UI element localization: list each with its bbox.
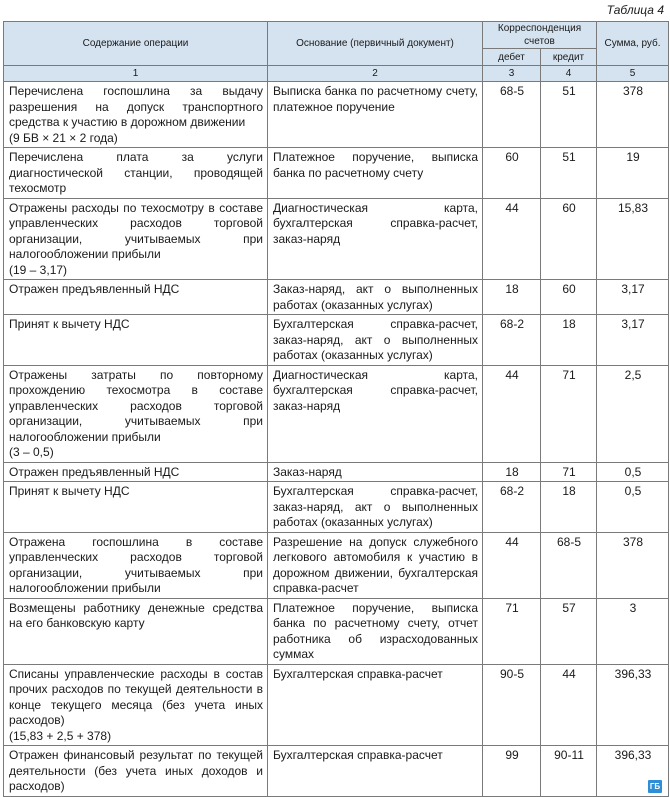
header-basis: Основание (первичный документ): [268, 22, 483, 66]
sum-cell-text: 3,17: [621, 282, 645, 296]
credit-cell-text: 44: [562, 666, 576, 681]
basis-cell: [268, 482, 483, 533]
header-operation: Содержание операции: [4, 22, 268, 66]
basis-cell: [268, 598, 483, 664]
debit-cell: [483, 198, 541, 280]
credit-cell: [541, 532, 597, 598]
credit-cell-text: 71: [562, 464, 576, 479]
debit-cell-text: 44: [505, 200, 519, 215]
credit-cell: [541, 664, 597, 746]
sum-cell: [597, 198, 669, 280]
debit-cell-text: 44: [505, 367, 519, 382]
table-row: [4, 462, 669, 482]
operation-cell: [4, 664, 268, 746]
sum-cell-text: 0,5: [624, 484, 642, 498]
sum-cell: [597, 82, 669, 148]
credit-cell-text: 71: [562, 367, 576, 382]
sum-cell-text: 0,5: [624, 464, 642, 479]
sum-cell-text: 19: [626, 150, 640, 164]
calculation-formula: (9 БВ × 21 × 2 года): [9, 130, 118, 145]
operation-cell: [4, 598, 268, 664]
calculation-formula: (3 – 0,5): [9, 445, 54, 459]
accounting-entries-table: [3, 21, 669, 797]
debit-cell: [483, 664, 541, 746]
debit-cell: [483, 365, 541, 462]
publisher-logo-icon: ГБ: [649, 781, 661, 791]
debit-cell-text: 68-2: [499, 317, 525, 331]
column-number: 5: [597, 66, 669, 82]
debit-cell-text: 18: [505, 282, 519, 296]
sum-cell: [597, 598, 669, 664]
basis-cell: [268, 198, 483, 280]
calculation-formula: (19 – 3,17): [9, 262, 68, 277]
table-row: [4, 315, 669, 366]
debit-cell-text: 90-5: [499, 666, 525, 681]
basis-cell-text: Бухгалтерская справка-расчет, заказ-наряд, акт о выполненных работах (оказанных услугах): [273, 484, 478, 529]
operation-cell: [4, 280, 268, 315]
sum-cell: [597, 280, 669, 315]
column-number: 4: [541, 66, 597, 82]
credit-cell: [541, 82, 597, 148]
credit-cell: [541, 365, 597, 462]
operation-text: Принят к вычету НДС: [9, 317, 130, 331]
debit-cell-text: 60: [505, 150, 519, 164]
credit-cell-text: 57: [562, 600, 576, 615]
basis-cell: [268, 664, 483, 746]
basis-cell-text: Заказ-наряд: [273, 464, 342, 479]
debit-cell: [483, 746, 541, 797]
credit-cell: [541, 746, 597, 797]
column-number: 1: [4, 66, 268, 82]
operation-text: Списаны управленческие расходы в состав прочих расходов по текущей деятельности в конце текущего месяца (без учета иных расходов): [9, 666, 263, 727]
sum-cell-text: 378: [623, 84, 644, 98]
operation-cell: [4, 462, 268, 482]
basis-cell: [268, 746, 483, 797]
basis-cell-text: Бухгалтерская справка-расчет: [273, 666, 443, 681]
sum-cell: [597, 532, 669, 598]
debit-cell: [483, 148, 541, 199]
header-credit: кредит: [541, 49, 597, 66]
debit-cell: [483, 280, 541, 315]
basis-cell-text: Бухгалтерская справка-расчет: [273, 748, 443, 762]
basis-cell: [268, 365, 483, 462]
sum-cell-text: 3: [629, 600, 637, 615]
table-row: [4, 532, 669, 598]
basis-cell-text: Диагностическая карта, бухгалтерская справка-расчет, заказ-наряд: [273, 367, 478, 413]
credit-cell: [541, 462, 597, 482]
table-row: [4, 598, 669, 664]
table-row: [4, 280, 669, 315]
operation-cell: [4, 365, 268, 462]
operation-text: Отражен предъявленный НДС: [9, 282, 180, 296]
sum-cell-text: 396,33: [614, 748, 652, 762]
debit-cell-text: 99: [505, 748, 519, 762]
basis-cell: [268, 315, 483, 366]
debit-cell-text: 68-2: [499, 484, 525, 498]
credit-cell: [541, 280, 597, 315]
sum-cell: [597, 148, 669, 199]
operation-text: Отражен предъявленный НДС: [9, 464, 180, 479]
basis-cell-text: Выписка банка по расчетному счету, платежное поручение: [273, 84, 478, 114]
sum-cell-text: 378: [623, 534, 644, 549]
debit-cell: [483, 315, 541, 366]
credit-cell: [541, 482, 597, 533]
basis-cell-text: Платежное поручение, выписка банка по расчетному счету: [273, 150, 478, 180]
operation-cell: [4, 482, 268, 533]
operation-text: Перечислена госпошлина за выдачу разрешения на допуск транспортного средства к участию в дорожном движении: [9, 84, 263, 129]
operation-cell: [4, 148, 268, 199]
credit-cell: [541, 148, 597, 199]
debit-cell-text: 71: [505, 600, 519, 615]
credit-cell-text: 90-11: [554, 748, 584, 762]
header-debit: дебет: [483, 49, 541, 66]
credit-cell-text: 51: [562, 84, 576, 98]
operation-cell: [4, 315, 268, 366]
sum-cell: [597, 315, 669, 366]
sum-cell-text: 396,33: [614, 666, 652, 681]
credit-cell-text: 60: [562, 200, 576, 215]
credit-cell: [541, 198, 597, 280]
sum-cell-text: 15,83: [618, 200, 649, 215]
column-number: 3: [483, 66, 541, 82]
operation-text: Отражена госпошлина в составе управленческих расходов торговой организации, учитываемых при налогообложении прибыли: [9, 534, 263, 595]
sum-cell: [597, 746, 669, 797]
table-row: [4, 365, 669, 462]
basis-cell-text: Диагностическая карта, бухгалтерская справка-расчет, заказ-наряд: [273, 200, 478, 246]
table-row: [4, 198, 669, 280]
debit-cell: [483, 462, 541, 482]
table-row: [4, 82, 669, 148]
debit-cell-text: 68-5: [499, 84, 525, 98]
debit-cell: [483, 482, 541, 533]
operation-text: Отражены затраты по повторному прохождению техосмотра в составе управленческих расходов торговой организации, учитываемых при налогообложении прибыли: [9, 367, 263, 444]
basis-cell: [268, 462, 483, 482]
operation-text: Принят к вычету НДС: [9, 484, 130, 498]
debit-cell: [483, 598, 541, 664]
credit-cell: [541, 598, 597, 664]
table-row: [4, 482, 669, 533]
sum-cell: [597, 365, 669, 462]
basis-cell-text: Разрешение на допуск служебного легкового автомобиля к участию в дорожном движении, бухгалтерская справка-расчет: [273, 534, 478, 595]
sum-cell-text: 3,17: [621, 317, 645, 331]
basis-cell-text: Платежное поручение, выписка банка по расчетному счету, отчет работника об израсходованных суммах: [273, 600, 478, 661]
header-correspondence: Корреспонденция счетов: [483, 22, 597, 49]
credit-cell-text: 51: [562, 150, 576, 164]
sum-cell: [597, 664, 669, 746]
table-row: [4, 148, 669, 199]
calculation-formula: (15,83 + 2,5 + 378): [9, 728, 112, 743]
operation-text: Возмещены работнику денежные средства на его банковскую карту: [9, 600, 263, 630]
basis-cell-text: Заказ-наряд, акт о выполненных работах (оказанных услугах): [273, 282, 478, 312]
operation-cell: [4, 82, 268, 148]
header-sum: Сумма, руб.: [597, 22, 669, 66]
table-row: [4, 664, 669, 746]
table-row: [4, 746, 669, 797]
operation-cell: [4, 198, 268, 280]
basis-cell: [268, 82, 483, 148]
operation-text: Отражен финансовый результат по текущей деятельности (без учета иных доходов и расходов): [9, 748, 263, 793]
operation-cell: [4, 532, 268, 598]
credit-cell-text: 68-5: [556, 534, 582, 549]
debit-cell: [483, 82, 541, 148]
basis-cell: [268, 148, 483, 199]
operation-text: Отражены расходы по техосмотру в составе управленческих расходов торговой организации, учитываемых при налогообложении прибыли: [9, 200, 263, 261]
credit-cell-text: 60: [562, 282, 576, 296]
credit-cell: [541, 315, 597, 366]
debit-cell-text: 18: [505, 464, 519, 479]
debit-cell: [483, 532, 541, 598]
operation-text: Перечислена плата за услуги диагностической станции, проводящей техосмотр: [9, 150, 263, 195]
sum-cell-text: 2,5: [624, 367, 642, 382]
column-number: 2: [268, 66, 483, 82]
credit-cell-text: 18: [562, 317, 576, 331]
sum-cell: [597, 482, 669, 533]
credit-cell-text: 18: [562, 484, 576, 498]
table-caption: Таблица 4: [606, 3, 664, 17]
operation-cell: [4, 746, 268, 797]
debit-cell-text: 44: [505, 534, 519, 549]
sum-cell: [597, 462, 669, 482]
basis-cell: [268, 280, 483, 315]
basis-cell: [268, 532, 483, 598]
basis-cell-text: Бухгалтерская справка-расчет, заказ-наряд, акт о выполненных работах (оказанных услугах): [273, 317, 478, 362]
